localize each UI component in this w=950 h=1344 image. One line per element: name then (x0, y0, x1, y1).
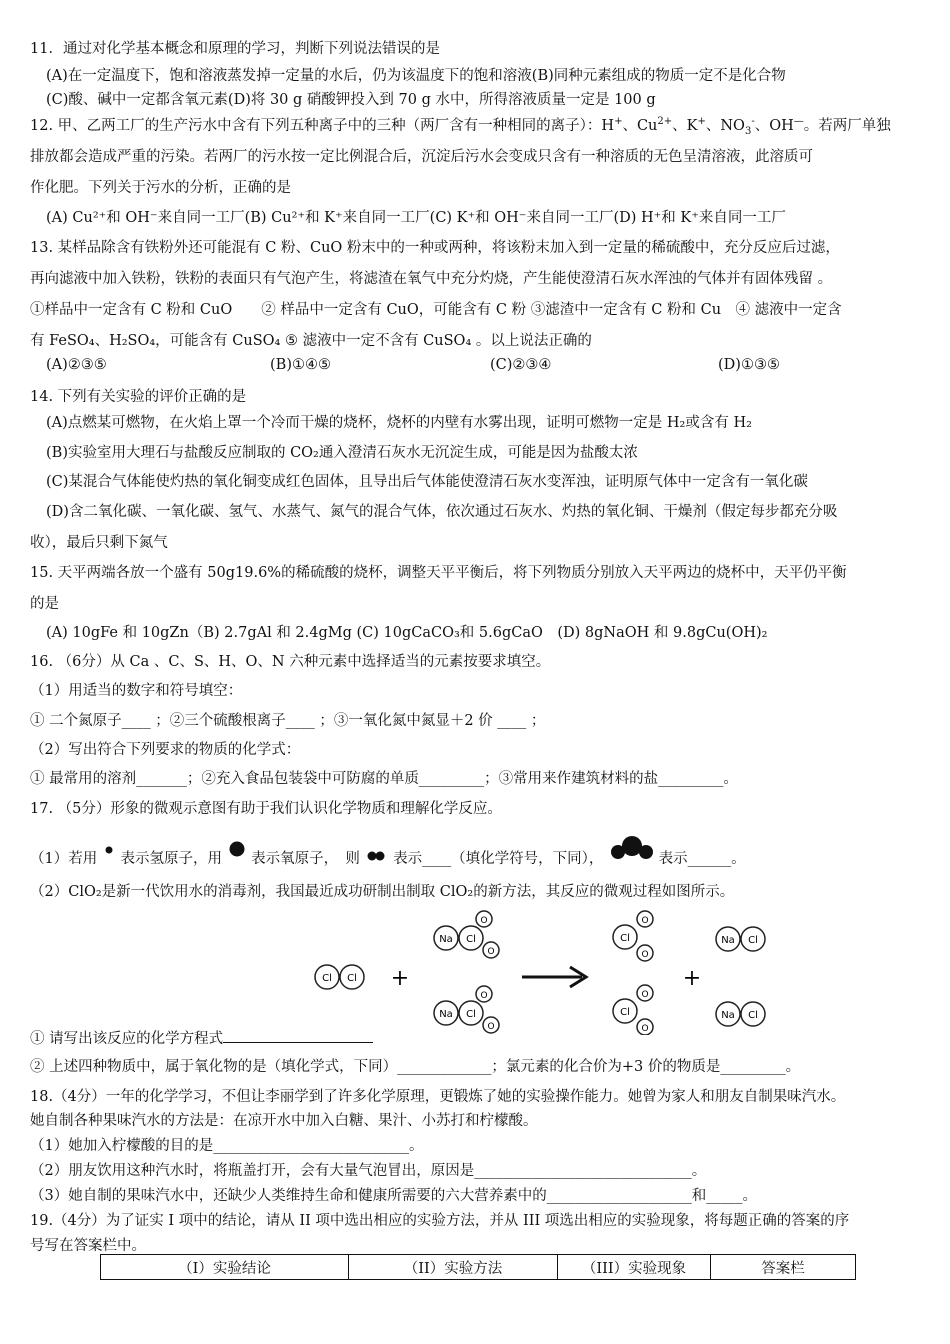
q16-part2-items: ① 最常用的溶剂_______；②充入食品包装袋中可防腐的单质_________；③常用来作建筑材料的盐_________。 (30, 771, 738, 787)
q18-part3: （3）她自制的果味汽水中，还缺少人类维持生命和健康所需要的六大营养素中的____________________和_____。 (30, 1188, 757, 1204)
q17-p1-e: 表示______。 (658, 851, 746, 867)
hydrogen-molecule-icon (365, 849, 389, 863)
q17-stem: 17. （5分）形象的微观示意图有助于我们认识化学物质和理解化学反应。 (30, 801, 502, 817)
cl2-molecule (315, 965, 364, 989)
q16-part2: （2）写出符合下列要求的物质的化学式： (30, 742, 301, 758)
q11-options-ab: (A)在一定温度下，饱和溶液蒸发掉一定量的水后，仍为该温度下的饱和溶液(B)同种元素组成的物质一定不是化合物 (46, 68, 786, 84)
reaction-arrow-icon (522, 967, 586, 987)
atom-label: O (641, 1024, 649, 1034)
q13-option-a: (A)②③⑤ (46, 357, 107, 373)
atom-label: Na (721, 935, 735, 946)
q16-stem: 16. （6分）从 Ca 、C、S、H、O、N 六种元素中选择适当的元素按要求填空。 (30, 654, 551, 670)
q17-p1-d: 表示____（填化学符号，下同）， (393, 851, 604, 867)
q18-stem-line2: 她自制各种果味汽水的方法是：在凉开水中加入白糖、果汁、小苏打和柠檬酸。 (30, 1113, 538, 1129)
naclo2-molecule (434, 986, 499, 1033)
oxygen-atom-icon (227, 839, 247, 859)
atom-label: Cl (748, 1010, 758, 1021)
atom-label: Na (439, 934, 453, 945)
q12-stem-line1: 12. 甲、乙两工厂的生产污水中含有下列五种离子中的三种（两厂含有一种相同的离子）：H+、$Cu^{2+}$、K+、$NO_3^-$、OH—。若两厂单独 (30, 116, 891, 137)
q18-part1: （1）她加入柠檬酸的目的是___________________________。 (30, 1138, 424, 1154)
q13-stem-line1: 13. 某样品除含有铁粉外还可能混有 C 粉、CuO 粉末中的一种或两种，将该粉末加入到一定量的稀硫酸中，充分反应后过滤， (30, 240, 840, 256)
answer-blank[interactable] (223, 1028, 373, 1043)
q17-oxide-question: ② 上述四种物质中，属于氧化物的是（填化学式，下同）_____________；氯元素的化合价为+3 价的物质是_________。 (30, 1059, 801, 1075)
water-molecule-icon (608, 835, 654, 863)
atom-label: O (641, 990, 649, 1000)
nacl-molecule (716, 1002, 765, 1026)
q19-answer-table (100, 1254, 856, 1280)
q13-stem-line3: ①样品中一定含有 C 粉和 CuO ② 样品中一定含有 CuO，可能含有 C 粉 ③滤渣中一定含有 C 粉和 Cu ④ 滤液中一定含 (30, 302, 842, 318)
plus-sign: + (682, 966, 702, 991)
q13-option-d: (D)①③⑤ (718, 357, 780, 373)
q12-stem-line3: 作化肥。下列关于污水的分析，正确的是 (30, 180, 291, 196)
q16-part1-items: ① 二个氮原子____ ；②三个硫酸根离子____ ；③一氧化氮中氮显＋2 价 ____ ； (30, 713, 546, 729)
q19-stem-line1: 19.（4分）为了证实 I 项中的结论，请从 II 项中选出相应的实验方法，并从 III 项选出相应的实验现象，将每题正确的答案的序 (30, 1213, 850, 1229)
q17-p1-c: 表示氧原子， 则 (251, 851, 360, 867)
q14-option-d-line1: (D)含二氧化碳、一氧化碳、氢气、水蒸气、氮气的混合气体，依次通过石灰水、灼热的氧化铜、干燥剂（假定每步都充分吸 (46, 504, 838, 520)
q16-part1: （1）用适当的数字和符号填空： (30, 683, 243, 699)
clo2-molecule (613, 985, 653, 1035)
q17-part1 (30, 835, 746, 868)
q15-stem-line1: 15. 天平两端各放一个盛有 50g19.6%的稀硫酸的烧杯，调整天平平衡后，将下列物质分别放入天平两边的烧杯中，天平仍平衡 (30, 565, 847, 581)
clo2-molecule (613, 911, 653, 961)
q12-stem-line2: 排放都会造成严重的污染。若两厂的污水按一定比例混合后，沉淀后污水会变成只含有一种溶质的无色呈清溶液，此溶质可 (30, 149, 813, 165)
q14-option-b: (B)实验室用大理石与盐酸反应制取的 CO₂通入澄清石灰水无沉淀生成，可能是因为盐酸太浓 (46, 445, 638, 461)
plus-sign: + (390, 966, 410, 991)
q14-stem: 14. 下列有关实验的评价正确的是 (30, 389, 247, 405)
q18-part2: （2）朋友饮用这种汽水时，将瓶盖打开，会有大量气泡冒出，原因是______________________________。 (30, 1163, 707, 1179)
atom-label: O (641, 950, 649, 960)
atom-label: Cl (466, 934, 476, 945)
atom-label: O (487, 947, 495, 957)
q14-option-a: (A)点燃某可燃物，在火焰上罩一个冷而干燥的烧杯，烧杯的内壁有水雾出现，证明可燃物一定是 H₂或含有 H₂ (46, 415, 752, 431)
column-header-conclusion: （I）实验结论 (101, 1255, 349, 1280)
q13-option-c: (C)②③④ (490, 357, 552, 373)
atom-label: Cl (620, 1007, 630, 1018)
atom-label: Cl (466, 1009, 476, 1020)
reaction-diagram (300, 905, 800, 1035)
atom-label: O (480, 991, 488, 1001)
q14-option-c: (C)某混合气体能使灼热的氧化铜变成红色固体，且导出后气体能使澄清石灰水变浑浊，证明原气体中一定含有一氧化碳 (46, 474, 808, 490)
q17-part2: （2）ClO₂是新一代饮用水的消毒剂，我国最近成功研制出制取 ClO₂的新方法，其反应的微观过程如图所示。 (30, 884, 735, 900)
q17-p1-b: 表示氢原子，用 (120, 851, 222, 867)
q13-stem-line2: 再向滤液中加入铁粉，铁粉的表面只有气泡产生，将滤渣在氧气中充分灼烧，产生能使澄清石灰水浑浊的气体并有固体残留 。 (30, 271, 833, 287)
atom-label: Na (439, 1009, 453, 1020)
q11-stem: 11．通过对化学基本概念和原理的学习，判断下列说法错误的是 (30, 41, 440, 57)
atom-label: O (480, 916, 488, 926)
nacl-molecule (716, 927, 765, 951)
atom-label: Cl (748, 935, 758, 946)
column-header-answer: 答案栏 (711, 1255, 856, 1280)
table-header-row (101, 1255, 856, 1280)
atom-label: Cl (322, 973, 332, 984)
column-header-method: （II）实验方法 (349, 1255, 558, 1280)
atom-label: Na (721, 1010, 735, 1021)
column-header-phenomenon: （III）实验现象 (558, 1255, 711, 1280)
q12-stem-post: 。若两厂单独 (803, 118, 891, 134)
q13-stem-line4: 有 FeSO₄、H₂SO₄，可能含有 CuSO₄ ⑤ 滤液中一定不含有 CuSO₄ 。以上说法正确的 (30, 333, 592, 349)
q15-stem-line2: 的是 (30, 596, 59, 612)
atom-label: O (641, 916, 649, 926)
q17-p1-a: （1）若用 (30, 851, 98, 867)
q11-options-cd: (C)酸、碱中一定都含氧元素(D)将 30 g 硝酸钾投入到 70 g 水中，所得溶液质量一定是 100 g (46, 92, 656, 108)
q13-option-b: (B)①④⑤ (270, 357, 331, 373)
atom-label: O (487, 1022, 495, 1032)
atom-label: Cl (347, 973, 357, 984)
q18-stem-line1: 18.（4分）一年的化学学习，不但让李丽学到了许多化学原理，更锻炼了她的实验操作能力。她曾为家人和朋友自制果味汽水。 (30, 1089, 846, 1105)
q17-eq-label: ① 请写出该反应的化学方程式 (30, 1031, 224, 1047)
q19-stem-line2: 号写在答案栏中。 (30, 1238, 146, 1254)
q12-stem-pre: 12. 甲、乙两工厂的生产污水中含有下列五种离子中的三种（两厂含有一种相同的离子）：H (30, 118, 615, 134)
naclo2-molecule (434, 911, 499, 958)
hydrogen-atom-icon (102, 843, 116, 857)
atom-label: Cl (620, 933, 630, 944)
q15-options: (A) 10gFe 和 10gZn（B) 2.7gAl 和 2.4gMg (C) 10gCaCO₃和 5.6gCaO (D) 8gNaOH 和 9.8gCu(OH)₂ (46, 625, 768, 641)
q14-option-d-line2: 收），最后只剩下氮气 (30, 535, 168, 551)
q17-equation-question (30, 1027, 373, 1048)
q12-options: (A) Cu²⁺和 OH⁻来自同一工厂(B) Cu²⁺和 K⁺来自同一工厂(C) K⁺和 OH⁻来自同一工厂(D) H⁺和 K⁺来自同一工厂 (46, 210, 786, 226)
